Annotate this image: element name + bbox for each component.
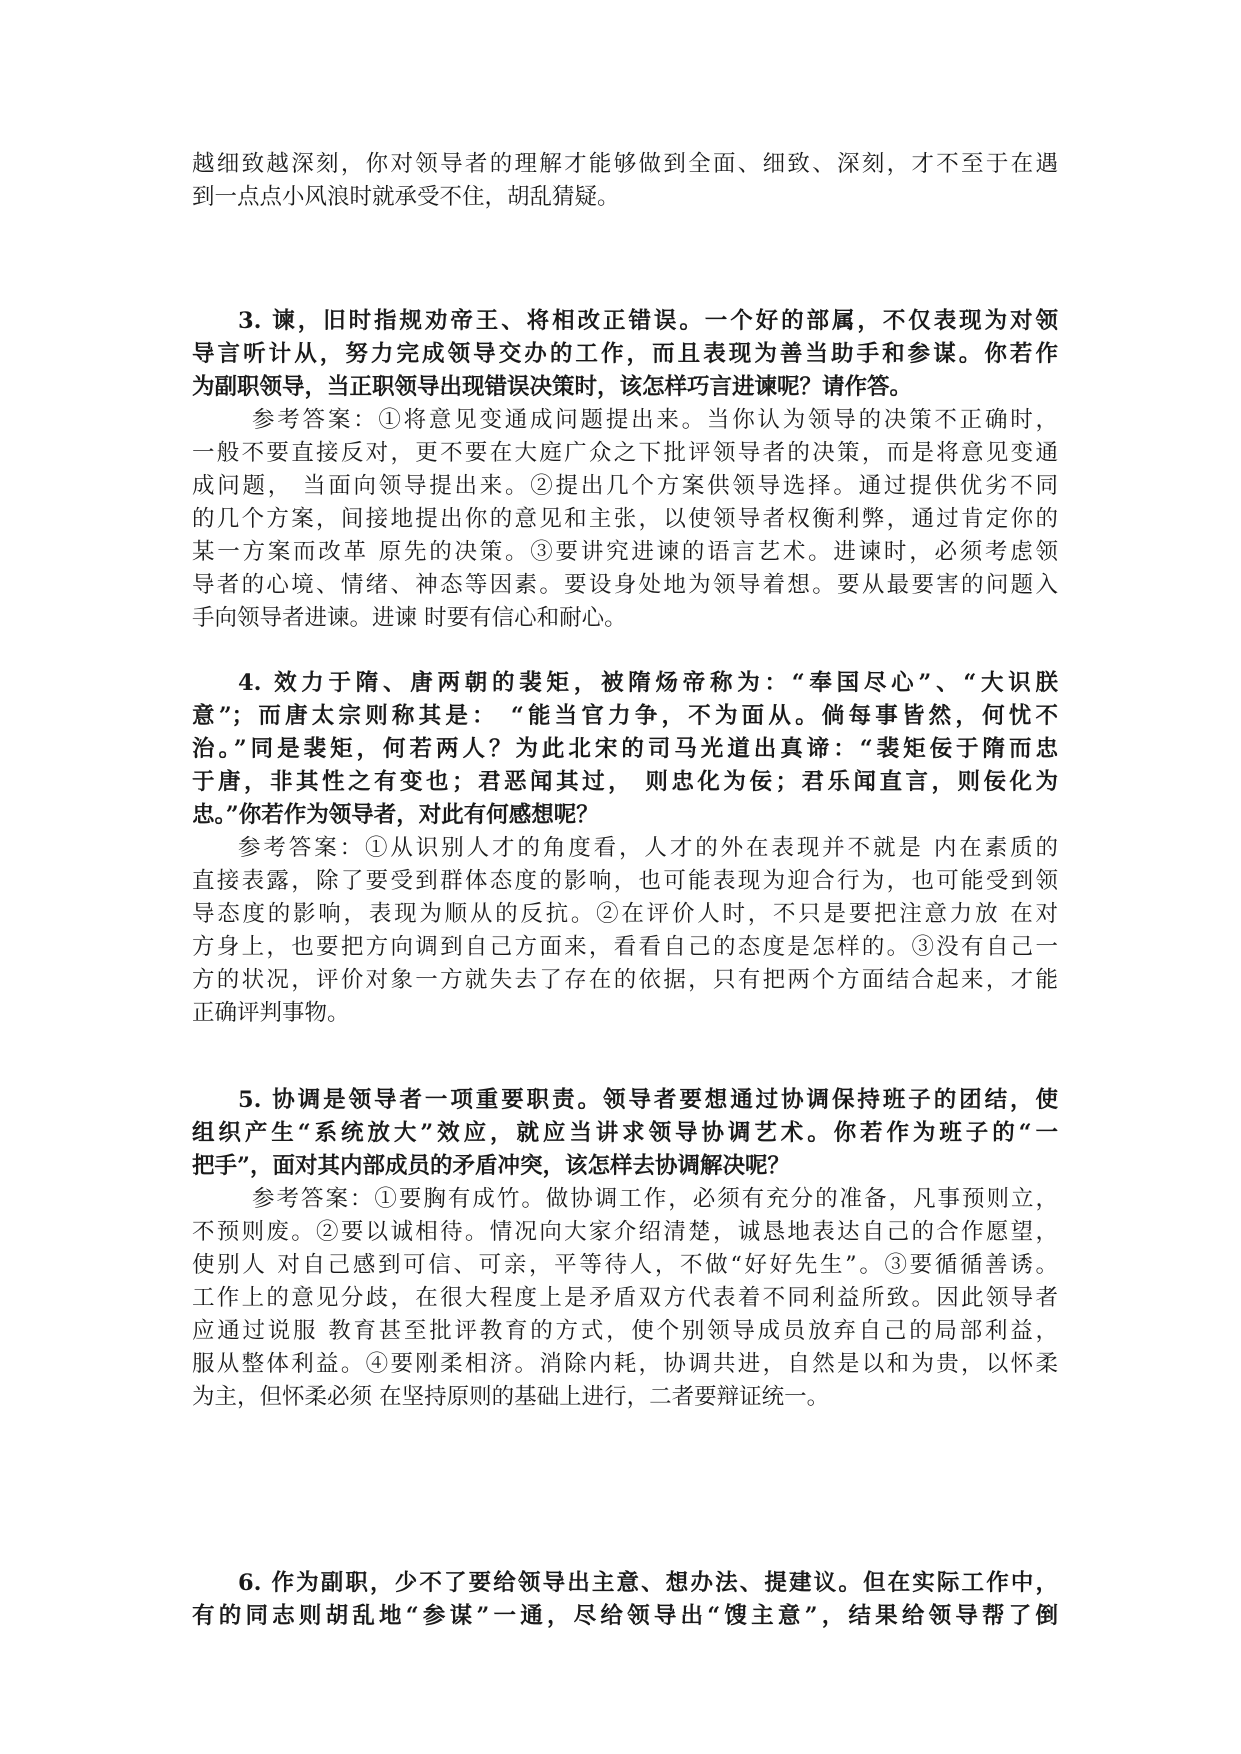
answer-line: 应通过说服 教育甚至批评教育的方式，使个别领导成员放弃自己的局部利益， bbox=[192, 1318, 1058, 1344]
question-line: 组织产生“系统放大”效应，就应当讲求领导协调艺术。你若作为班子的“一 bbox=[192, 1120, 1058, 1146]
question-line: 有的同志则胡乱地“参谋”一通，尽给领导出“馊主意”，结果给领导帮了倒 bbox=[192, 1603, 1058, 1629]
answer-line: 一般不要直接反对，更不要在大庭广众之下批评领导者的决策，而是将意见变通 bbox=[192, 440, 1058, 466]
answer-3 bbox=[192, 404, 1058, 635]
continuation-paragraph bbox=[192, 148, 1058, 214]
answer-line: 正确评判事物。 bbox=[192, 1000, 350, 1026]
question-6 bbox=[192, 1567, 1058, 1633]
question-4 bbox=[192, 667, 1058, 832]
answer-line: 不预则废。②要以诚相待。情况向大家介绍清楚，诚恳地表达自己的合作愿望， bbox=[192, 1219, 1058, 1245]
answer-line: 某一方案而改革 原先的决策。③要讲究进谏的语言艺术。进谏时，必须考虑领 bbox=[192, 539, 1058, 565]
answer-line: 为主，但怀柔必须 在坚持原则的基础上进行，二者要辩证统一。 bbox=[192, 1384, 830, 1410]
answer-line: 参考答案：①从识别人才的角度看，人才的外在表现并不就是 内在素质的 bbox=[238, 835, 1058, 861]
question-line: 治。”同是裴矩，何若两人？为此北宋的司马光道出真谛：“裴矩佞于隋而忠 bbox=[192, 736, 1058, 762]
answer-line: 工作上的意见分歧，在很大程度上是矛盾双方代表着不同利益所致。因此领导者 bbox=[192, 1285, 1058, 1311]
answer-line: 导者的心境、情绪、神态等因素。要设身处地为领导着想。要从最要害的问题入 bbox=[192, 572, 1058, 598]
question-line: 4. 效力于隋、唐两朝的裴矩，被隋炀帝称为：“奉国尽心”、“大识朕 bbox=[238, 670, 1058, 696]
question-line: 5. 协调是领导者一项重要职责。领导者要想通过协调保持班子的团结，使 bbox=[238, 1087, 1058, 1113]
answer-line: 直接表露，除了要受到群体态度的影响，也可能表现为迎合行为，也可能受到领 bbox=[192, 868, 1058, 894]
question-line: 为副职领导，当正职领导出现错误决策时，该怎样巧言进谏呢？请作答。 bbox=[192, 374, 913, 400]
question-line: 3. 谏，旧时指规劝帝王、将相改正错误。一个好的部属，不仅表现为对领 bbox=[238, 308, 1058, 334]
text-line: 越细致越深刻，你对领导者的理解才能够做到全面、细致、深刻，才不至于在遇 bbox=[192, 151, 1058, 177]
answer-line: 使别人 对自己感到可信、可亲，平等待人，不做“好好先生”。③要循循善诱。 bbox=[192, 1252, 1058, 1278]
answer-line: 参考答案：①要胸有成竹。做协调工作，必须有充分的准备，凡事预则立， bbox=[252, 1186, 1058, 1212]
question-5 bbox=[192, 1084, 1058, 1183]
answer-line: 手向领导者进谏。进谏 时要有信心和耐心。 bbox=[192, 605, 627, 631]
question-3 bbox=[192, 305, 1058, 404]
question-line: 6. 作为副职，少不了要给领导出主意、想办法、提建议。但在实际工作中， bbox=[238, 1570, 1058, 1596]
answer-line: 方身上，也要把方向调到自己方面来，看看自己的态度是怎样的。③没有自己一 bbox=[192, 934, 1058, 960]
answer-line: 方的状况，评价对象一方就失去了存在的依据，只有把两个方面结合起来，才能 bbox=[192, 967, 1058, 993]
question-line: 把手”，面对其内部成员的矛盾冲突，该怎样去协调解决呢？ bbox=[192, 1153, 790, 1179]
answer-line: 导态度的影响，表现为顺从的反抗。②在评价人时，不只是要把注意力放 在对 bbox=[192, 901, 1058, 927]
answer-line: 的几个方案，间接地提出你的意见和主张，以使领导者权衡利弊，通过肯定你的 bbox=[192, 506, 1058, 532]
answer-5 bbox=[192, 1183, 1058, 1414]
answer-line: 参考答案：①将意见变通成问题提出来。当你认为领导的决策不正确时， bbox=[252, 407, 1058, 433]
question-line: 于唐，非其性之有变也；君恶闻其过， 则忠化为佞；君乐闻直言，则佞化为 bbox=[192, 769, 1058, 795]
question-line: 导言听计从，努力完成领导交办的工作，而且表现为善当助手和参谋。你若作 bbox=[192, 341, 1058, 367]
answer-line: 成问题， 当面向领导提出来。②提出几个方案供领导选择。通过提供优劣不同 bbox=[192, 473, 1058, 499]
text-line: 到一点点小风浪时就承受不住，胡乱猜疑。 bbox=[192, 184, 620, 210]
question-line: 忠。”你若作为领导者，对此有何感想呢？ bbox=[192, 802, 599, 828]
answer-4 bbox=[192, 832, 1058, 1030]
question-line: 意”；而唐太宗则称其是： “能当官力争，不为面从。倘每事皆然，何忧不 bbox=[192, 703, 1058, 729]
answer-line: 服从整体利益。④要刚柔相济。消除内耗，协调共进，自然是以和为贵，以怀柔 bbox=[192, 1351, 1058, 1377]
